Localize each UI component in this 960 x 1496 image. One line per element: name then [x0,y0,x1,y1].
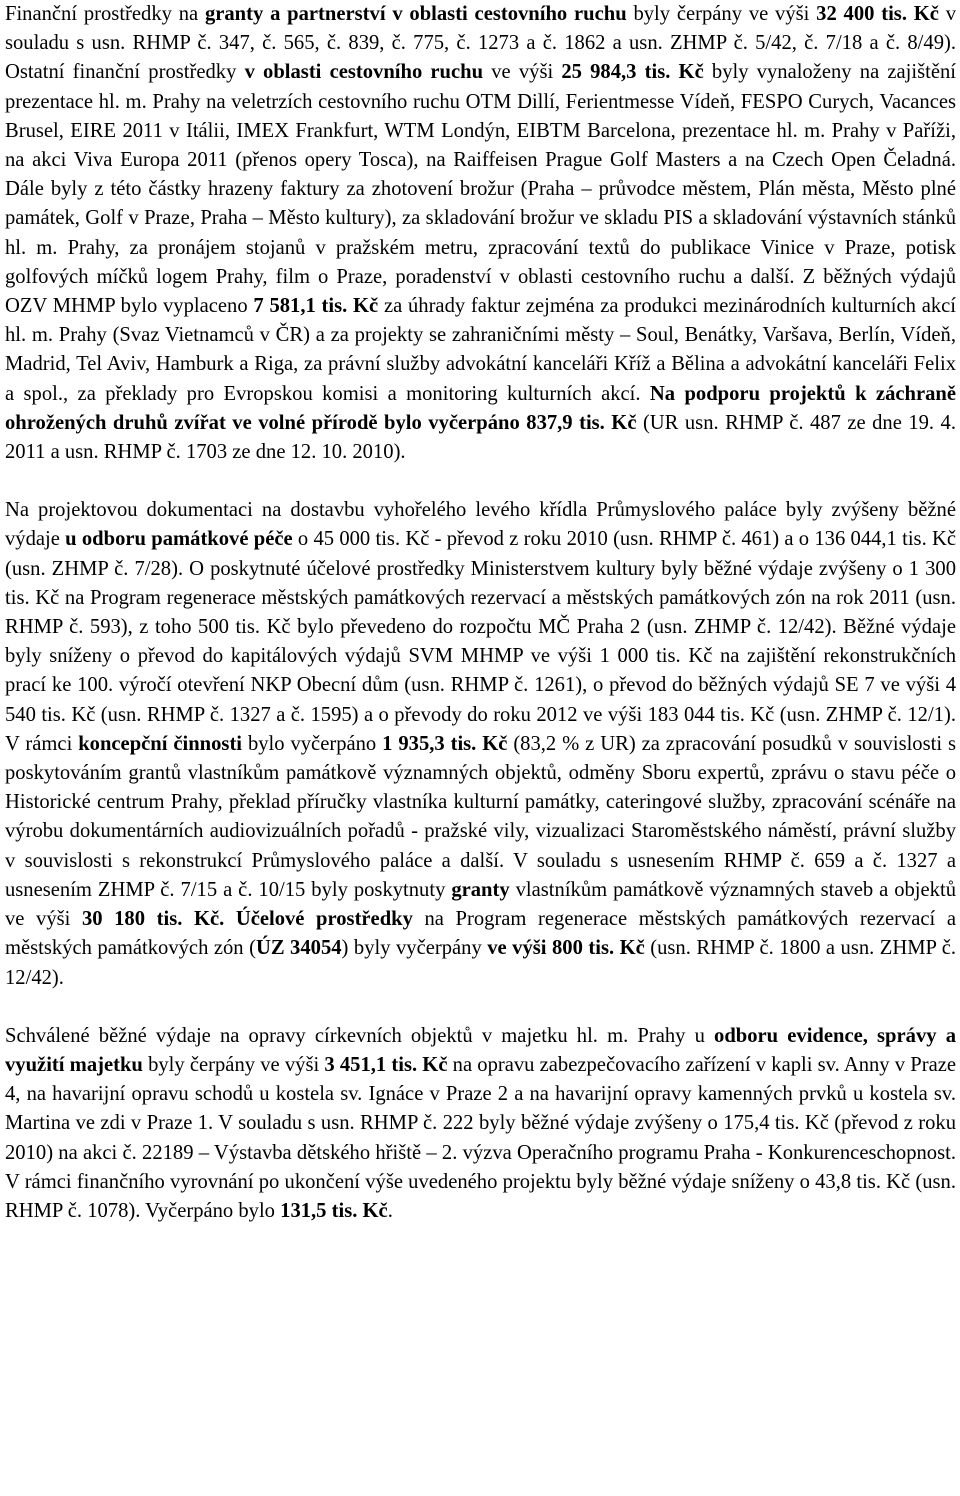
bold-text-span: ve výši 800 tis. Kč [487,937,645,960]
bold-text-span: odboru evidence, správy a využití majetku [5,1024,956,1076]
text-span: bylo vyčerpáno [242,732,383,755]
paragraph-tourism [5,0,956,467]
text-span: (83,2 % z UR) za zpracování posudků v souvislosti s poskytováním grantů vlastníkům památkově významných objektů, odměny Sboru expertů, zprávu o stavu péče o Historické centrum Prahy, překlad příručky vlastníka kulturní památky, cateringové služby, zpracování scénáře na výrobu dokumentárních audiovizuálních pořadů - pražské vily, vizualizaci Staroměstského náměstí, právní služby v souvislosti s rekonstrukcí Průmyslového paláce a další. V souladu s usnesením RHMP č. 659 a č. 1327 a usnesením ZHMP č. 7/15 a č. 10/15 byly poskytnuty [5,732,956,901]
bold-text-span: 32 400 tis. Kč [816,3,939,25]
text-span: na Program regenerace městských památkových rezervací a městských památkových zón ( [5,908,957,960]
text-span: ) byly vyčerpány [341,937,488,960]
text-span: na opravu zabezpečovacího zařízení v kapli sv. Anny v Praze 4, na havarijní opravu schodů u kostela sv. Ignáce v Praze 2 a na havarijní opravy kamenných prvků u kostela sv. Martina ve zdi v Praze 1. V souladu s usn. RHMP č. 222 byly běžné výdaje zvýšeny o 175,4 tis. Kč (převod z roku 2010) na akci č. 22189 – Výstavba dětského hřiště – 2. výzva Operačního programu Praha - Konkurenceschopnost. V rámci finančního vyrovnání po ukončení výše uvedeného projektu byly běžné výdaje sníženy o 43,8 tis. Kč (usn. RHMP č. 1078). Vyčerpáno bylo [5,1053,956,1222]
bold-text-span: granty a partnerství v oblasti cestovního ruchu [204,3,627,25]
bold-text-span: 30 180 tis. Kč. Účelové prostředky [81,908,413,931]
bold-text-span: Na podporu projektů k záchraně ohrožených druhů zvířat ve volné přírodě bylo vyčerpáno 837,9 tis. Kč [5,382,956,434]
text-span: byly vynaloženy na zajištění prezentace hl. m. Prahy na veletrzích cestovního ruchu OTM Dillí, Ferientmesse Vídeň, FESPO Curych, Vacances Brusel, EIRE 2011 v Itálii, IMEX Frankfurt, WTM Londýn, EIBTM Barcelona, prezentace hl. m. Prahy v Paříži, na akci Viva Europa 2011 (přenos opery Tosca), na Raiffeisen Prague Golf Masters a na Czech Open Čeladná. Dále byly z této částky hrazeny faktury za zhotovení brožur (Praha – průvodce městem, Plán města, Město plné památek, Golf v Praze, Praha – Město kultury), za skladování brožur ve skladu PIS a skladování výstavních stánků hl. m. Prahy, za pronájem stojanů v pražském metru, zpracování textů do publikace Vinice v Praze, potisk golfových míčků logem Prahy, film o Praze, poradenství v oblasti cestovního ruchu a další. Z běžných výdajů OZV MHMP bylo vyplaceno [5,61,957,318]
bold-text-span: v oblasti cestovního ruchu [244,61,484,84]
text-span: za úhrady faktur zejména za produkci mezinárodních kulturních akcí hl. m. Prahy (Svaz Vietnamců v ČR) a za projekty se zahraničními městy – Soul, Benátky, Varšava, Berlín, Vídeň, Madrid, Tel Aviv, Hamburk a Riga, za právní služby advokátní kanceláři Kříž a Bělina a advokátní kanceláři Felix a spol., za překlady pro Evropskou komisi a monitoring kulturních akcí. [5,295,956,405]
bold-text-span: 3 451,1 tis. Kč [324,1053,448,1076]
text-span: byly čerpány ve výši [142,1053,325,1076]
text-span: v souladu s usn. RHMP č. 347, č. 565, č. 839, č. 775, č. 1273 a č. 1862 a usn. ZHMP č. 5/42, č. 7/18 a č. 8/49). Ostatní finanční prostředky [5,3,957,84]
bold-text-span: 7 581,1 tis. Kč [253,295,379,318]
bold-text-span: 25 984,3 tis. Kč [561,61,704,84]
bold-text-span: granty [451,878,510,901]
text-span: Na projektovou dokumentaci na dostavbu vyhořelého levého křídla Průmyslového paláce byly zvýšeny běžné výdaje [5,499,956,551]
text-span: Schválené běžné výdaje na opravy církevních objektů v majetku hl. m. Prahy u [5,1024,715,1047]
bold-text-span: 1 935,3 tis. Kč [382,732,508,755]
text-span: Finanční prostředky na [5,3,205,25]
bold-text-span: 131,5 tis. Kč [280,1199,388,1222]
paragraph-monument-care [5,496,956,992]
paragraph-gap [5,467,956,496]
paragraph-church-repairs [5,1022,956,1226]
text-span: . [387,1199,393,1222]
text-span: ve výši [483,61,562,84]
text-span: vlastníkům památkově významných staveb a objektů ve výši [5,878,956,931]
text-span: (UR usn. RHMP č. 487 ze dne 19. 4. 2011 a usn. RHMP č. 1703 ze dne 12. 10. 2010). [5,411,956,464]
bold-text-span: ÚZ 34054 [255,937,342,960]
text-span: byly čerpány ve výši [626,3,817,25]
bold-text-span: u odboru památkové péče [65,528,293,551]
bold-text-span: koncepční činnosti [78,732,243,755]
text-span: (usn. RHMP č. 1800 a usn. ZHMP č. 12/42). [5,937,957,989]
text-span: o 45 000 tis. Kč - převod z roku 2010 (usn. RHMP č. 461) a o 136 044,1 tis. Kč (usn. ZHMP č. 7/28). O poskytnuté účelové prostředky Ministerstvem kultury byly běžné výdaje zvýšeny o 1 300 tis. Kč na Program regenerace městských památkových rezervací a městských památkových zón na rok 2011 (usn. RHMP č. 593), z toho 500 tis. Kč bylo převedeno do rozpočtu MČ Praha 2 (usn. ZHMP č. 12/42). Běžné výdaje byly sníženy o převod do kapitálových výdajů SVM MHMP ve výši 1 000 tis. Kč na zajištění rekonstrukčních prací ke 100. výročí otevření NKP Obecní dům (usn. RHMP č. 1261), o převod do běžných výdajů SE 7 ve výši 4 540 tis. Kč (usn. RHMP č. 1327 a č. 1595) a o převody do roku 2012 ve výši 183 044 tis. Kč (usn. ZHMP č. 12/1). V rámci [5,528,957,755]
paragraph-gap [5,993,956,1022]
